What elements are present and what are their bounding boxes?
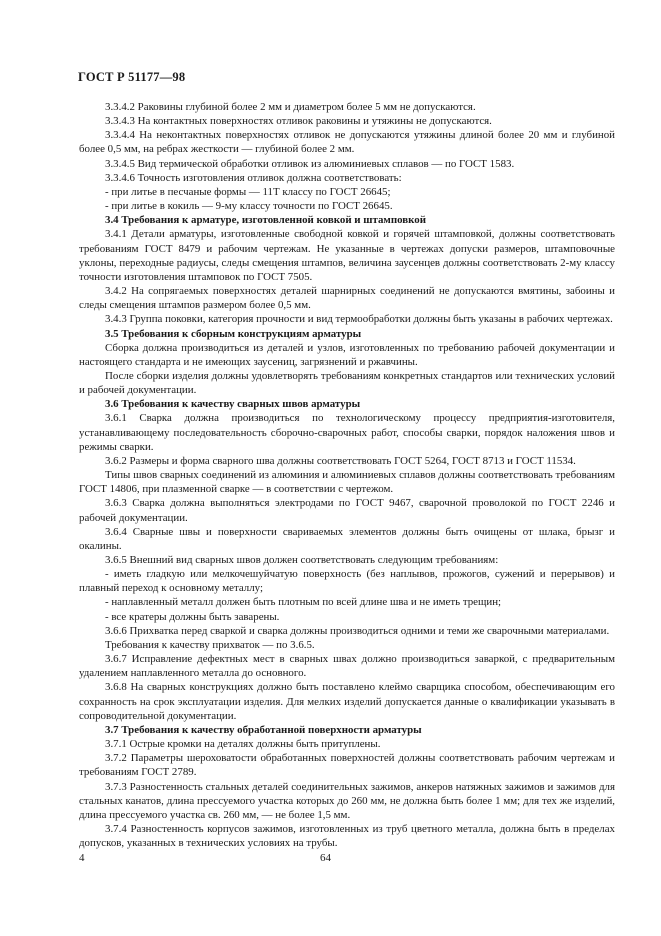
section-heading: 3.4 Требования к арматуре, изготовленной ковкой и штамповкой	[105, 214, 427, 227]
paragraph: 3.7.3 Разностенность стальных деталей соединительных зажимов, анкеров натяжных зажимов и зажимов для стальных канатов, длина прессуемого участка которых до 260 мм, не должна быть более 1 мм; для тех же изделий, длина прессуемого участка св. 260 мм, — не более 1,5 мм.	[79, 780, 615, 821]
paragraph: 3.3.4.2 Раковины глубиной более 2 мм и диаметром более 5 мм не допускаются.	[105, 101, 476, 113]
paragraph: 3.6.6 Прихватка перед сваркой и сварка должны производиться одними и теми же сварочными материалами.	[105, 624, 610, 637]
paragraph: 3.6.3 Сварка должна выполняться электродами по ГОСТ 9467, сварочной проволокой по ГОСТ 2246 и рабочей документации.	[79, 497, 615, 524]
paragraph: Типы швов сварных соединений из алюминия и алюминиевых сплавов должны соответствовать требованиям ГОСТ 14806, при плазменной сварке — в соответствии с чертежом.	[79, 469, 615, 496]
paragraph: 3.7.4 Разностенность корпусов зажимов, изготовленных из труб цветного металла, должна быть в пределах допусков, указанных в технических условиях на трубы.	[79, 822, 615, 850]
paragraph: 3.7.1 Острые кромки на деталях должны быть притуплены.	[105, 738, 381, 751]
paragraph: 3.3.4.4 На неконтактных поверхностях отливок не допускаются утяжины длиной более 20 мм и глубиной более 0,5 мм, на ребрах жесткости — глубиной более 2 мм.	[79, 129, 615, 156]
list-item: - иметь гладкую или мелкочешуйчатую поверхность (без наплывов, прожогов, сужений и перерывов) и плавный переход к основному металлу;	[79, 568, 615, 595]
paragraph: 3.6.8 На сварных конструкциях должно быть поставлено клеймо сварщика способом, обеспечивающим его сохранность на срок эксплуатации изделия. Для мелких изделий допускается данные о квалификации указывать в сопроводительной документации.	[79, 681, 615, 722]
paragraph: Сборка должна производиться из деталей и узлов, изготовленных по требованию рабочей документации и настоящего стандарта и не имеющих заусениц, загрязнений и ржавчины.	[79, 341, 615, 368]
list-item: - при литье в кокиль — 9-му классу точности по ГОСТ 26645.	[105, 200, 393, 213]
paragraph: 3.3.4.6 Точность изготовления отливок должна соответствовать:	[105, 171, 402, 184]
footer-page-number: 64	[320, 852, 331, 864]
list-item: - наплавленный металл должен быть плотным по всей длине шва и не иметь трещин;	[105, 596, 502, 609]
list-item: - все кратеры должны быть заварены.	[105, 610, 280, 623]
paragraph: 3.3.4.3 На контактных поверхностях отливок раковины и утяжины не допускаются.	[105, 115, 492, 128]
document-body	[79, 100, 615, 850]
paragraph: 3.4.1 Детали арматуры, изготовленные свободной ковкой и горячей штамповкой, должны соответствовать требованиям ГОСТ 8479 и рабочим чертежам. Не указанные в чертежах допуски размеров, штамповочные уклоны, переходные радиусы, следы смещения штампов, величина заусенцев должны соответствовать 2-му классу точности изготовления штамповок по ГОСТ 7505.	[79, 228, 615, 283]
footer-sheet-number: 4	[79, 852, 85, 864]
paragraph: После сборки изделия должны удовлетворять требованиям конкретных стандартов или технических условий и рабочей документации.	[79, 369, 615, 397]
paragraph: 3.6.7 Исправление дефектных мест в сварных швах должно производиться заваркой, с предварительным удалением наплавленного металла до основного.	[79, 653, 615, 680]
paragraph: Требования к качеству прихваток — по 3.6.5.	[105, 638, 315, 651]
paragraph: 3.6.2 Размеры и форма сварного шва должны соответствовать ГОСТ 5264, ГОСТ 8713 и ГОСТ 11534.	[105, 454, 576, 467]
paragraph: 3.6.4 Сварные швы и поверхности свариваемых элементов должны быть очищены от шлака, брызг и окалины.	[79, 525, 615, 552]
section-heading: 3.6 Требования к качеству сварных швов арматуры	[105, 398, 361, 411]
section-heading: 3.5 Требования к сборным конструкциям арматуры	[105, 327, 362, 340]
paragraph: 3.4.2 На сопрягаемых поверхностях деталей шарнирных соединений не допускаются вмятины, забоины и следы смещения штампов размером более 0,5 мм.	[79, 285, 615, 312]
list-item: - при литье в песчаные формы — 11Т классу по ГОСТ 26645;	[105, 185, 391, 198]
paragraph: 3.3.4.5 Вид термической обработки отливок из алюминиевых сплавов — по ГОСТ 1583.	[105, 157, 515, 170]
paragraph: 3.6.5 Внешний вид сварных швов должен соответствовать следующим требованиям:	[105, 554, 499, 566]
paragraph: 3.6.1 Сварка должна производиться по технологическому процессу предприятия-изготовителя, устанавливающему последовательность сборочно-сварочных работ, способы сварки, порядок наложения швов и режимы сварки.	[79, 412, 615, 453]
paragraph: 3.7.2 Параметры шероховатости обработанных поверхностей должны соответствовать рабочим чертежам и требованиям ГОСТ 2789.	[79, 752, 615, 779]
section-heading: 3.7 Требования к качеству обработанной поверхности арматуры	[105, 723, 422, 736]
paragraph: 3.4.3 Группа поковки, категория прочности и вид термообработки должны быть указаны в рабочих чертежах.	[105, 313, 613, 326]
document-header: ГОСТ Р 51177—98	[78, 70, 186, 84]
